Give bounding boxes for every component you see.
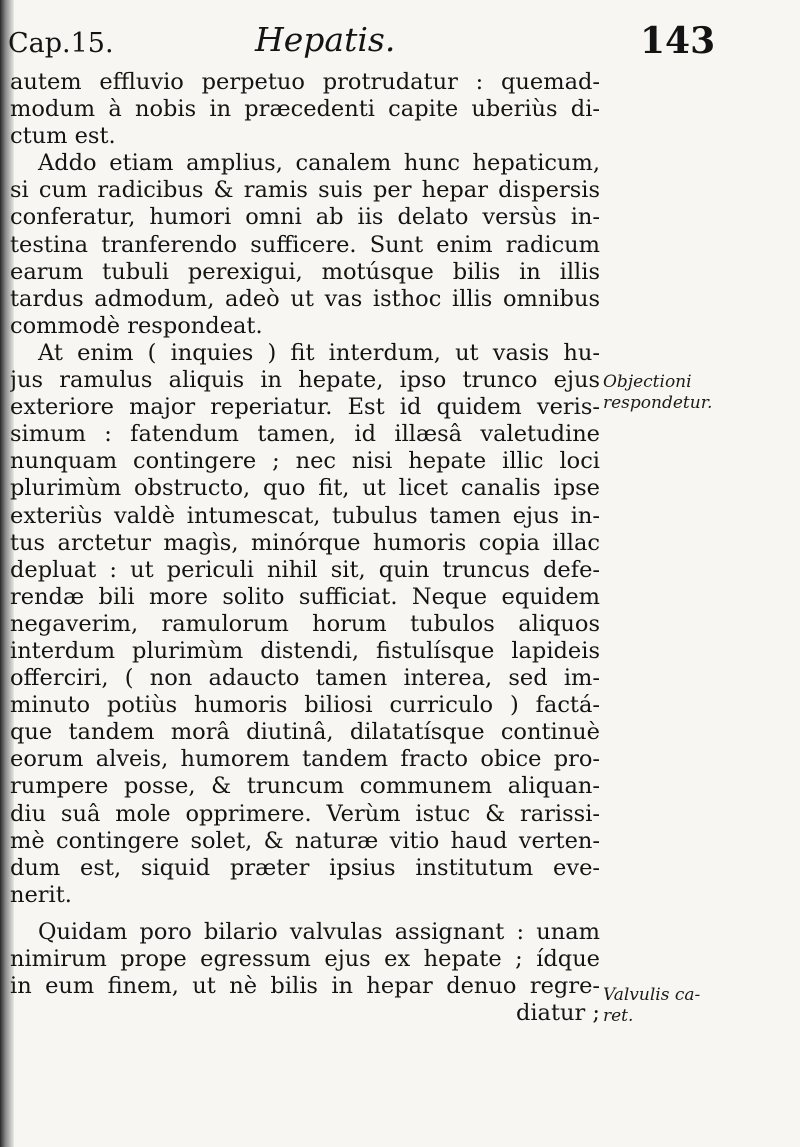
- text-line: interdum plurimùm distendi, fistulísque lapideis: [10, 637, 600, 664]
- text-line: depluat : ut periculi nihil sit, quin truncus defe-: [10, 556, 600, 583]
- text-line: testina tranferendo sufficere. Sunt enim radicum: [10, 231, 600, 258]
- text-line: Quidam poro bilario valvulas assignant : unam: [38, 918, 600, 945]
- text-line: autem effluvio perpetuo protrudatur : quemad-: [10, 69, 600, 95]
- text-line: simum : fatendum tamen, id illæsâ valetudine: [10, 421, 600, 448]
- text-line: ctum est.: [10, 123, 116, 150]
- text-line: diu suâ mole opprimere. Verùm istuc & rarissi-: [10, 800, 600, 827]
- main-text-column: [10, 69, 600, 1027]
- text-line: commodè respondeat.: [10, 312, 263, 339]
- text-line: si cum radicibus & ramis suis per hepar dispersis: [10, 177, 600, 204]
- text-line: minuto potiùs humoris biliosi curriculo ) factá-: [10, 692, 600, 719]
- text-line: plurimùm obstructo, quo fit, ut licet canalis ipse: [10, 475, 600, 502]
- text-line: rendæ bili more solito sufficiat. Neque equidem: [10, 583, 600, 610]
- text-line: modum à nobis in præcedenti capite uberiùs di-: [10, 96, 600, 123]
- text-line: tus arctetur magìs, minórque humoris copia illac: [10, 529, 600, 556]
- text-line: mè contingere solet, & naturæ vitio haud verten-: [10, 827, 600, 854]
- text-line: Addo etiam amplius, canalem hunc hepaticum,: [38, 150, 600, 177]
- text-line: offerciri, ( non adaucto tamen interea, sed im-: [10, 665, 600, 692]
- text-line: tardus admodum, adeò ut vas isthoc illis omnibus: [10, 285, 600, 312]
- text-line: conferatur, humori omni ab iis delato versùs in-: [10, 204, 600, 231]
- running-title: Hepatis.: [255, 20, 396, 59]
- page-number: 143: [640, 20, 716, 62]
- margin-note-objection: Objectioni respondetur.: [603, 372, 713, 413]
- text-line: nunquam contingere ; nec nisi hepate illic loci: [10, 448, 600, 475]
- text-line: nerit.: [10, 881, 72, 908]
- text-line: dum est, siquid præter ipsius institutum eve-: [10, 854, 600, 881]
- text-line: in eum finem, ut nè bilis in hepar denuo regre-: [10, 973, 600, 1000]
- text-line: eorum alveis, humorem tandem fracto obice pro-: [10, 746, 600, 773]
- text-line: At enim ( inquies ) fit interdum, ut vasis hu-: [38, 339, 600, 366]
- text-line: nimirum prope egressum ejus ex hepate ; ídque: [10, 946, 600, 972]
- margin-notes: [603, 0, 800, 1147]
- chapter-label: Cap.15.: [8, 28, 114, 59]
- text-line: exteriùs valdè intumescat, tubulus tamen ejus in-: [10, 502, 600, 529]
- text-line: earum tubuli perexigui, motúsque bilis in illis: [10, 258, 600, 285]
- text-line: negaverim, ramulorum horum tubulos aliquos: [10, 610, 600, 637]
- text-line: rumpere posse, & truncum communem aliquan-: [10, 773, 600, 800]
- text-line: exteriore major reperiatur. Est id quidem veris-: [10, 394, 600, 421]
- text-line: que tandem morâ diutinâ, dilatatísque continuè: [10, 719, 600, 746]
- text-line: jus ramulus aliquis in hepate, ipso trunco ejus: [10, 367, 600, 394]
- margin-note-valves: Valvulis ca- ret.: [603, 985, 701, 1026]
- text-line: diatur ;: [515, 1000, 600, 1027]
